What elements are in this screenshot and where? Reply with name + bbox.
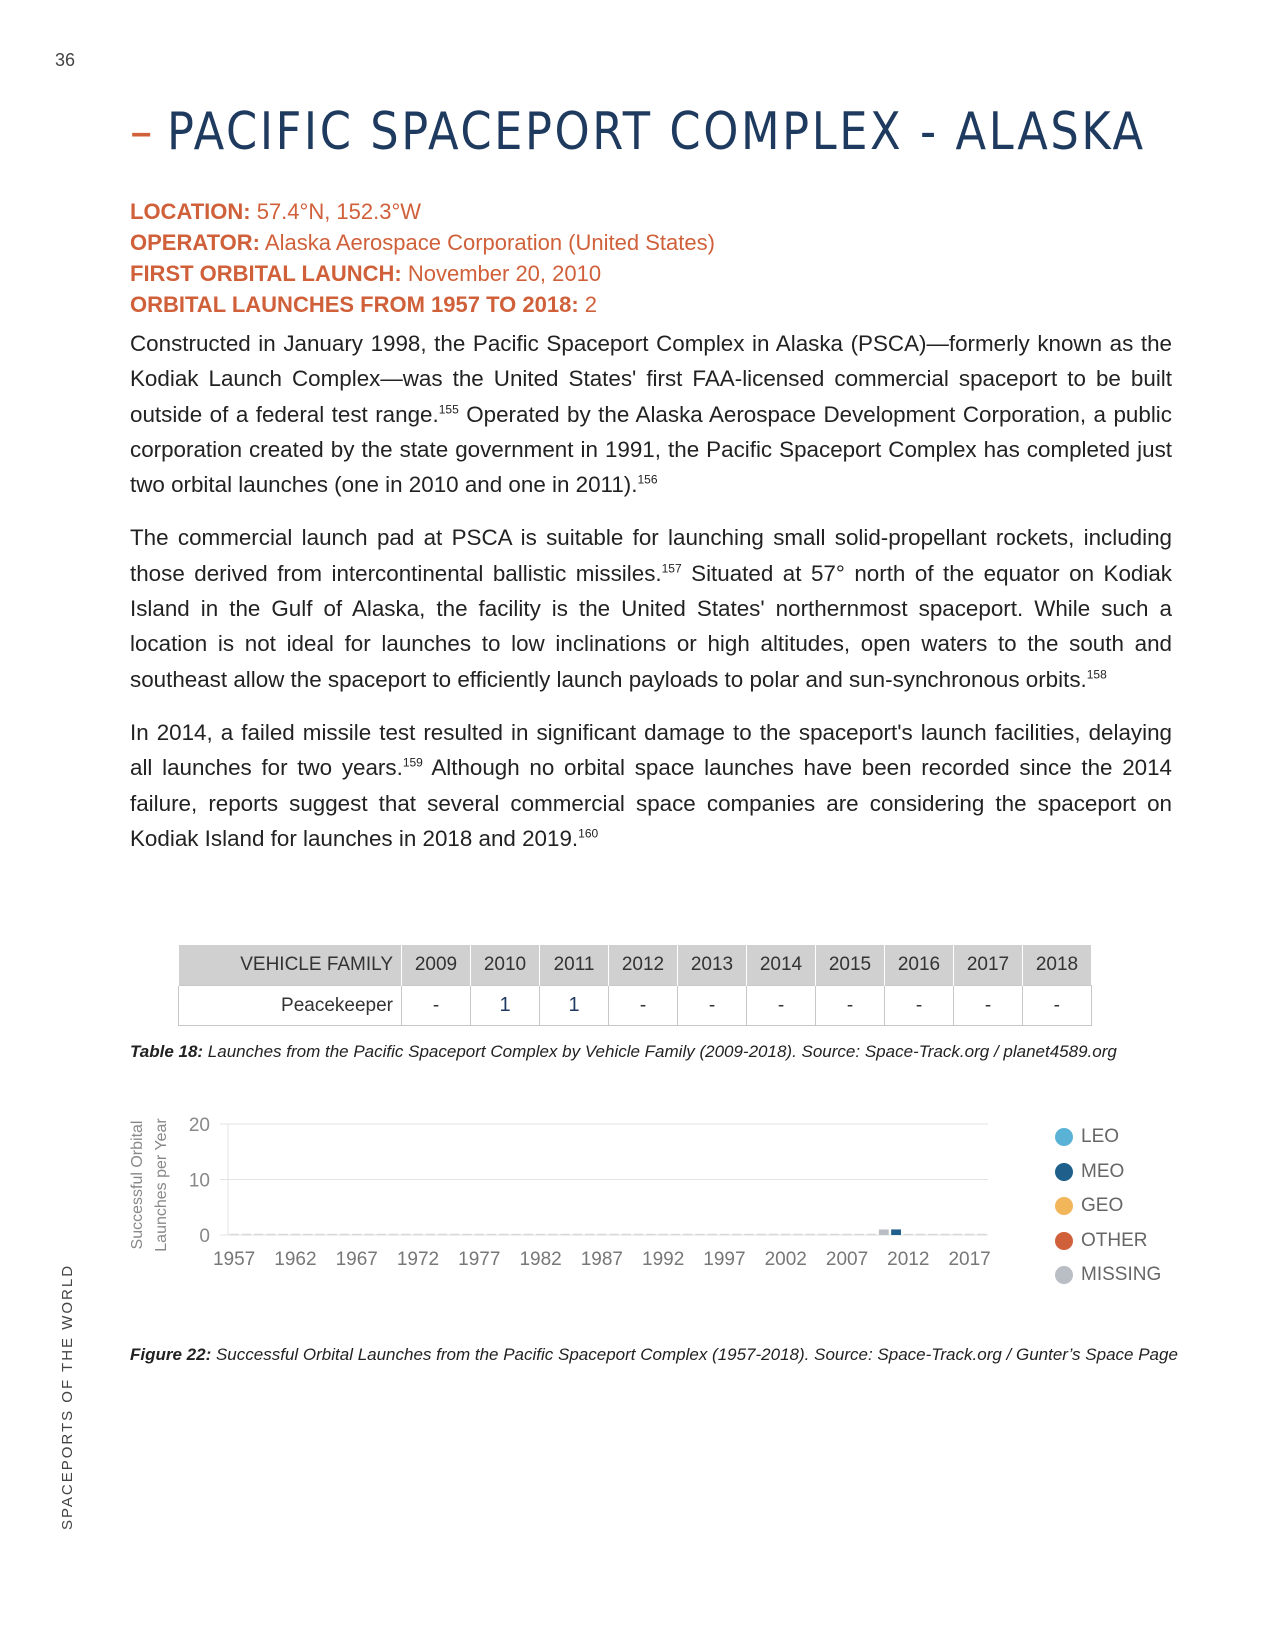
table-header-label: VEHICLE FAMILY bbox=[179, 945, 402, 986]
x-tick-label: 1962 bbox=[274, 1249, 317, 1270]
text-run: Situated at 57° north of the equator on Kodiak Island in the Gulf of Alaska, the facility is the United States' northernmost spaceport. While such a location is not ideal for launches to low inclinations or high altitudes, open waters to the south and southeast allow the spaceport to efficiently launch payloads to polar and sun-synchronous orbits. bbox=[130, 560, 1172, 692]
legend-label: GEO bbox=[1081, 1195, 1124, 1217]
table-cell: - bbox=[747, 986, 816, 1026]
footnote-ref: 160 bbox=[578, 826, 599, 841]
table-header-year: 2010 bbox=[471, 945, 540, 986]
legend-item-other bbox=[1055, 1224, 1161, 1259]
bar-meo-2011 bbox=[891, 1229, 901, 1235]
footnote-ref: 159 bbox=[402, 755, 423, 770]
legend-label: MEO bbox=[1081, 1160, 1125, 1182]
chart-legend bbox=[1055, 1120, 1161, 1293]
y-tick-label: 0 bbox=[199, 1226, 210, 1247]
table-header-year: 2012 bbox=[609, 945, 678, 986]
table-header-year: 2018 bbox=[1023, 945, 1092, 986]
table-cell: - bbox=[678, 986, 747, 1026]
launch-chart bbox=[120, 1110, 1040, 1310]
x-tick-label: 1997 bbox=[703, 1249, 746, 1270]
table-header-year: 2015 bbox=[816, 945, 885, 986]
text-run: Constructed in January 1998, the Pacific Spaceport Complex in Alaska (PSCA)—formerly known as the Kodiak Launch Complex—was the United States' first FAA-licensed commercial spaceport to be built outside of a federal test range. bbox=[130, 331, 1172, 427]
legend-dot-icon bbox=[1055, 1128, 1073, 1146]
text-run: Operated by the Alaska Aerospace Development Corporation, a public corporation created by the state government in 1991, the Pacific Spaceport Complex has completed just two orbital launches (one in 2010 and one in 2011). bbox=[130, 401, 1172, 498]
fact-value: 57.4°N, 152.3°W bbox=[256, 199, 422, 224]
caption-label: Figure 22: bbox=[130, 1345, 212, 1364]
title-text: PACIFIC SPACEPORT COMPLEX - ALASKA bbox=[166, 102, 1146, 162]
fact-label: LOCATION: bbox=[130, 199, 251, 224]
table-header-year: 2009 bbox=[402, 945, 471, 986]
text-run: The commercial launch pad at PSCA is suitable for launching small solid-propellant rockets, including those derived from intercontinental ballistic missiles. bbox=[130, 525, 1172, 586]
body-text bbox=[130, 326, 1172, 874]
page-title bbox=[130, 102, 1146, 162]
x-tick-label: 1992 bbox=[642, 1249, 685, 1270]
x-tick-label: 2017 bbox=[948, 1249, 991, 1270]
side-label: SPACEPORTS OF THE WORLD bbox=[59, 1263, 76, 1530]
y-axis-label: Launches per Year bbox=[153, 1118, 170, 1252]
fact-value: Alaska Aerospace Corporation (United States) bbox=[264, 230, 715, 255]
x-tick-label: 1987 bbox=[580, 1249, 624, 1270]
paragraph-2 bbox=[130, 520, 1172, 696]
x-tick-label: 1982 bbox=[519, 1249, 562, 1270]
table-cell-family: Peacekeeper bbox=[179, 986, 402, 1026]
caption-label: Table 18: bbox=[130, 1042, 204, 1061]
legend-dot-icon bbox=[1055, 1163, 1073, 1181]
table-cell: - bbox=[816, 986, 885, 1026]
footnote-ref: 155 bbox=[438, 402, 459, 417]
footnote-ref: 156 bbox=[637, 472, 658, 487]
table-cell: - bbox=[954, 986, 1023, 1026]
y-tick-label: 20 bbox=[188, 1115, 210, 1136]
bar-missing-2010 bbox=[879, 1229, 889, 1235]
table-cell: 1 bbox=[471, 986, 540, 1026]
legend-dot-icon bbox=[1055, 1232, 1073, 1250]
vehicle-family-table bbox=[178, 945, 1092, 1026]
table-header-year: 2017 bbox=[954, 945, 1023, 986]
title-dash: – bbox=[130, 102, 155, 162]
fact-label: ORBITAL LAUNCHES FROM 1957 TO 2018: bbox=[130, 292, 579, 317]
legend-dot-icon bbox=[1055, 1197, 1073, 1215]
text-run: In 2014, a failed missile test resulted in significant damage to the spaceport's launch facilities, delaying all launches for two years. bbox=[130, 719, 1172, 781]
y-tick-label: 10 bbox=[188, 1170, 210, 1192]
footnote-ref: 158 bbox=[1086, 667, 1107, 682]
paragraph-3 bbox=[130, 715, 1172, 856]
table-header-year: 2013 bbox=[678, 945, 747, 986]
table-header-year: 2011 bbox=[540, 945, 609, 986]
fact-operator bbox=[130, 227, 715, 258]
page-number: 36 bbox=[55, 50, 76, 70]
table-cell: - bbox=[609, 986, 678, 1026]
legend-item-missing bbox=[1055, 1258, 1161, 1293]
fact-value: November 20, 2010 bbox=[407, 261, 602, 286]
caption-text: Successful Orbital Launches from the Pacific Spaceport Complex (1957-2018). Source: Space-Track.org / Gunter’s Space Page bbox=[211, 1345, 1178, 1364]
figure-caption bbox=[130, 1345, 1178, 1365]
fact-first-launch bbox=[130, 258, 715, 289]
table-header-year: 2016 bbox=[885, 945, 954, 986]
fact-label: OPERATOR: bbox=[130, 230, 260, 255]
fact-launch-count bbox=[130, 289, 715, 320]
legend-item-leo bbox=[1055, 1120, 1161, 1155]
x-tick-label: 1972 bbox=[396, 1249, 440, 1270]
paragraph-1 bbox=[130, 326, 1172, 502]
caption-text: Launches from the Pacific Spaceport Complex by Vehicle Family (2009-2018). Source: Space-Track.org / planet4589.org bbox=[203, 1042, 1117, 1061]
legend-label: LEO bbox=[1081, 1126, 1120, 1148]
fact-location bbox=[130, 196, 715, 227]
legend-item-meo bbox=[1055, 1155, 1161, 1190]
legend-dot-icon bbox=[1055, 1266, 1073, 1284]
table-cell: - bbox=[885, 986, 954, 1026]
legend-label: MISSING bbox=[1081, 1264, 1162, 1286]
table-header-year: 2014 bbox=[747, 945, 816, 986]
table-row bbox=[179, 986, 1092, 1026]
fact-value: 2 bbox=[584, 292, 598, 317]
table-header-row bbox=[179, 945, 1092, 986]
table-cell: - bbox=[1023, 986, 1092, 1026]
table-cell: - bbox=[402, 986, 471, 1026]
table-caption bbox=[130, 1042, 1117, 1062]
x-tick-label: 2002 bbox=[764, 1249, 807, 1270]
x-tick-label: 2007 bbox=[825, 1249, 869, 1270]
fact-label: FIRST ORBITAL LAUNCH: bbox=[130, 261, 402, 286]
x-tick-label: 1957 bbox=[212, 1249, 256, 1270]
x-tick-label: 1977 bbox=[458, 1249, 501, 1270]
facts-block bbox=[130, 196, 715, 320]
footnote-ref: 157 bbox=[661, 561, 682, 576]
text-run: Although no orbital space launches have been recorded since the 2014 failure, reports suggest that several commercial space companies are considering the spaceport on Kodiak Island for launches in 2018 and 2019. bbox=[130, 755, 1172, 851]
y-axis-label: Successful Orbital bbox=[129, 1120, 146, 1250]
legend-label: OTHER bbox=[1081, 1229, 1148, 1251]
x-tick-label: 1967 bbox=[335, 1249, 378, 1270]
x-tick-label: 2012 bbox=[887, 1249, 930, 1270]
legend-item-geo bbox=[1055, 1189, 1161, 1224]
table-cell: 1 bbox=[540, 986, 609, 1026]
